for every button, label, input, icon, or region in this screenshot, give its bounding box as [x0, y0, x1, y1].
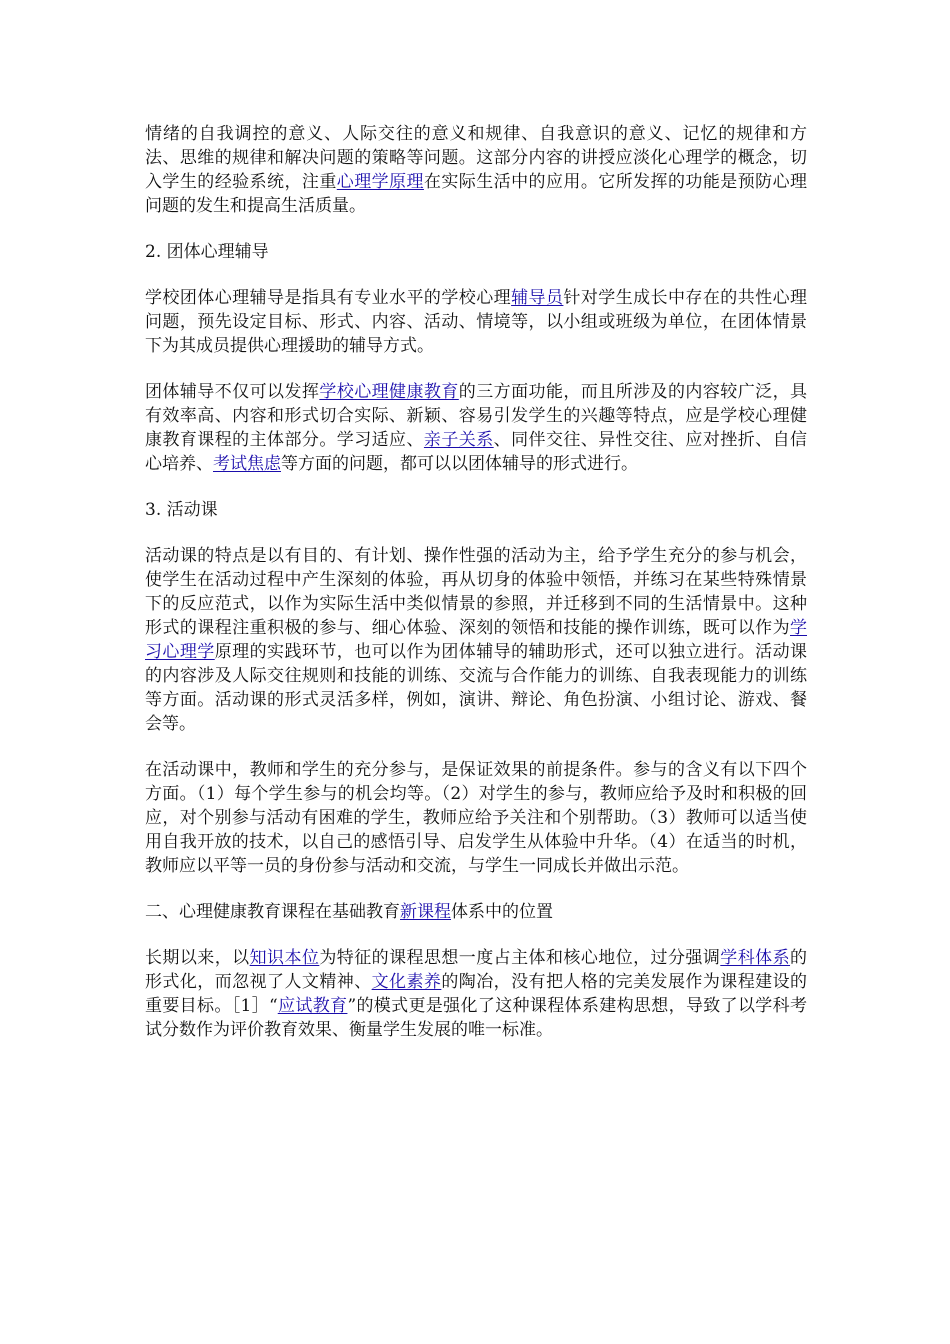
paragraph-intro-content: [145, 122, 807, 218]
paragraph-group-counseling-definition: [145, 286, 807, 358]
keyword-link[interactable]: 学科体系: [720, 948, 791, 968]
text-run: 为特征的课程思想一度占主体和核心地位，过分强调: [319, 948, 721, 968]
text-run: 的陶冶，没有把人格的完美发展作为课程建设的重要目标。［1］“: [145, 972, 808, 1016]
text-run: 团体辅导不仅可以发挥: [145, 382, 320, 402]
keyword-link[interactable]: 应试教育: [277, 996, 348, 1016]
paragraph-curriculum-history: [145, 946, 807, 1042]
text-run: 在实际生活中的应用。它所发挥的功能是预防心理问题的发生和提高生活质量。: [145, 172, 808, 216]
text-run: 3. 活动课: [145, 500, 218, 520]
text-run: 活动课的特点是以有目的、有计划、操作性强的活动为主，给予学生充分的参与机会，使学生在活动过程中产生深刻的体验，再从切身的体验中领悟，并练习在某些特殊情景下的反应范式，以作为实际生活中类似情景的参照，并迁移到不同的生活情景中。这种形式的课程注重积极的参与、细心体验、深刻的领悟和技能的操作训练，既可以作为: [145, 546, 807, 638]
heading-group-counseling: [145, 240, 807, 264]
paragraph-activity-class-participation: [145, 758, 807, 878]
keyword-link[interactable]: 辅导员: [511, 288, 564, 308]
text-run: 体系中的位置: [451, 902, 553, 922]
paragraph-group-counseling-functions: [145, 380, 807, 476]
text-run: 情绪的自我调控的意义、人际交往的意义和规律、自我意识的意义、记忆的规律和方法、思维的规律和解决问题的策略等问题。这部分内容的讲授应淡化心理学的概念，切入学生的经验系统，注重: [145, 124, 807, 192]
paragraph-activity-class-features: [145, 544, 807, 736]
text-run: 长期以来，以: [145, 948, 250, 968]
heading-section-two: [145, 900, 807, 924]
keyword-link[interactable]: 学习心理学: [145, 618, 807, 662]
text-run: 在活动课中，教师和学生的充分参与，是保证效果的前提条件。参与的含义有以下四个方面。（1）每个学生参与的机会均等。（2）对学生的参与，教师应给予及时和积极的回应，对个别参与活动有困难的学生，教师应给予关注和个别帮助。（3）教师可以适当使用自我开放的技术，以自己的感悟引导、启发学生从体验中升华。（4）在适当的时机，教师应以平等一员的身份参与活动和交流，与学生一同成长并做出示范。: [145, 760, 807, 876]
keyword-link[interactable]: 心理学原理: [336, 172, 424, 192]
keyword-link[interactable]: 亲子关系: [423, 430, 494, 450]
text-run: 二、心理健康教育课程在基础教育: [145, 902, 400, 922]
keyword-link[interactable]: 考试焦虑: [213, 454, 281, 474]
text-run: 的形式化，而忽视了人文精神、: [145, 948, 808, 992]
heading-activity-class: [145, 498, 807, 522]
text-run: 原理的实践环节，也可以作为团体辅导的辅助形式，还可以独立进行。活动课的内容涉及人际交往规则和技能的训练、交流与合作能力的训练、自我表现能力的训练等方面。活动课的形式灵活多样，例如，演讲、辩论、角色扮演、小组讨论、游戏、餐会等。: [145, 642, 808, 734]
text-run: 、同伴交往、异性交往、应对挫折、自信心培养、: [145, 430, 808, 474]
text-run: 2. 团体心理辅导: [145, 242, 269, 262]
keyword-link[interactable]: 学校心理健康教育: [319, 382, 459, 402]
text-run: ”的模式更是强化了这种课程体系建构思想，导致了以学科考试分数作为评价教育效果、衡量学生发展的唯一标准。: [145, 996, 807, 1040]
keyword-link[interactable]: 知识本位: [249, 948, 320, 968]
document-page: [145, 122, 807, 1064]
text-run: 学校团体心理辅导是指具有专业水平的学校心理: [145, 288, 512, 308]
text-run: 针对学生成长中存在的共性心理问题，预先设定目标、形式、内容、活动、情境等，以小组或班级为单位，在团体情景下为其成员提供心理援助的辅导方式。: [145, 288, 808, 356]
keyword-link[interactable]: 新课程: [400, 902, 451, 922]
keyword-link[interactable]: 文化素养: [371, 972, 442, 992]
text-run: 等方面的问题，都可以以团体辅导的形式进行。: [281, 454, 638, 474]
text-run: 的三方面功能，而且所涉及的内容较广泛，具有效率高、内容和形式切合实际、新颖、容易引发学生的兴趣等特点，应是学校心理健康教育课程的主体部分。学习适应、: [145, 382, 808, 450]
